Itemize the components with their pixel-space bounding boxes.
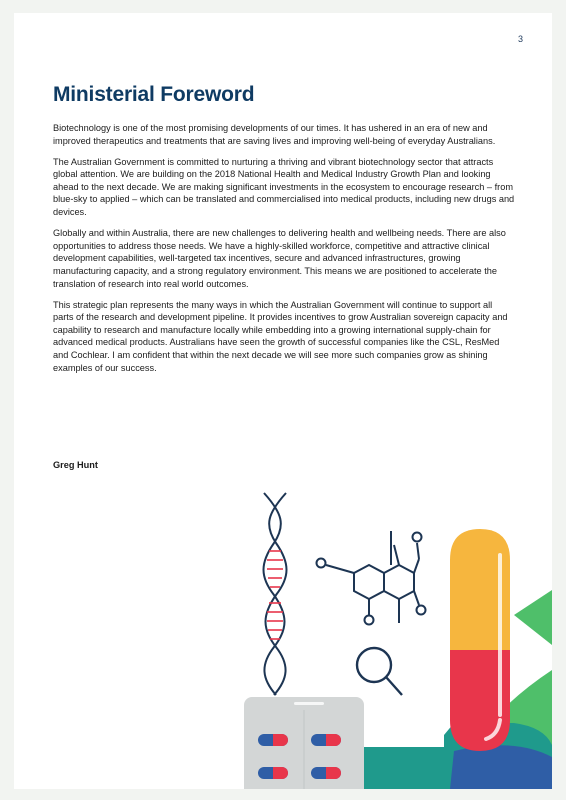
- paragraph: Globally and within Australia, there are new challenges to delivering health and wellbeing needs. There are also opportunities to address those needs. We have a highly-skilled workforce, competitive and attractive clinical development capabilities, well-targeted tax incentives, secure and advanced infrastructures, growing manufacturing capacity, and a strong regulatory environment. This means we are positioned to accelerate the translation of research into real world outcomes.: [53, 228, 506, 289]
- signature: Greg Hunt: [53, 460, 98, 470]
- foreword-body: [53, 122, 515, 383]
- page-title: Ministerial Foreword: [53, 83, 255, 106]
- paragraph: The Australian Government is committed to nurturing a thriving and vibrant biotechnology sector that attracts global attention. We are building on the 2018 National Health and Medical Industry Growth Plan and looking ahead to the next decade. We are making significant investments in the ecosystem to encourage research – from blue-sky to applied – which can be translated and commercialised into medical products, including new drugs and devices.: [53, 156, 515, 218]
- blister-pack-icon: [244, 697, 364, 789]
- page-number: 3: [517, 34, 523, 44]
- molecule-icon: [317, 531, 426, 625]
- paragraph: Biotechnology is one of the most promising developments of our times. It has ushered in an era of new and improved therapeutics and treatments that are saving lives and improving well-being of everyday Australians.: [53, 123, 496, 146]
- document-page: [14, 13, 552, 789]
- biotech-illustration: [214, 465, 552, 789]
- capsule-icon: [450, 529, 510, 751]
- magnifier-icon: [357, 648, 402, 695]
- paragraph: This strategic plan represents the many ways in which the Australian Government will continue to support all parts of the research and development pipeline. It provides incentives to grow Australian sovereign capacity and capability to research and manufacture locally while embedding into a growing international supply-chain for advanced medical products. Australians have seen the growth of successful companies like the CSL, ResMed and Cochlear. I am confident that within the next decade we will see more such companies grow as shining examples of our success.: [53, 299, 508, 373]
- dna-helix-icon: [264, 493, 287, 695]
